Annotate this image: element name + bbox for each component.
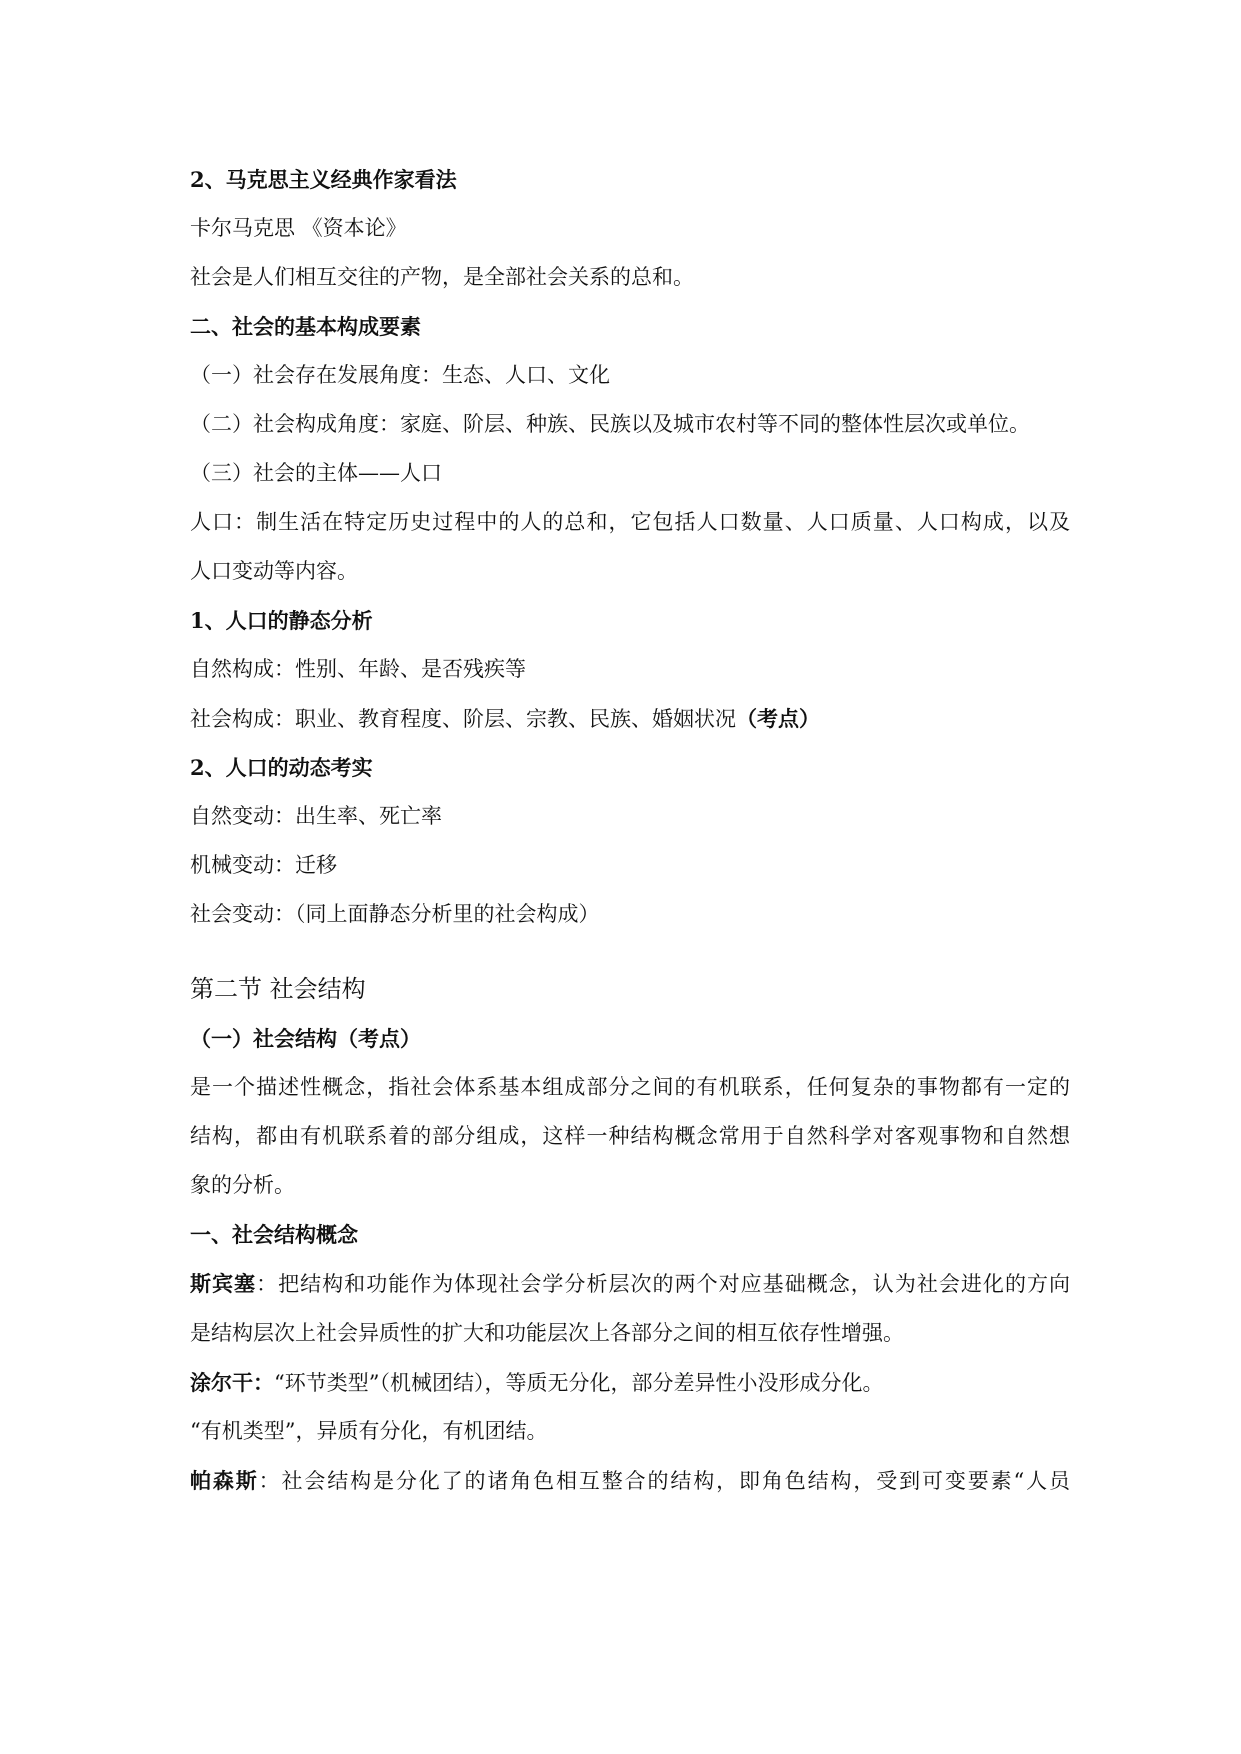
section-title-social-structure: 第二节 社会结构: [190, 975, 366, 1003]
heading-basic-elements: 二、社会的基本构成要素: [190, 314, 421, 339]
element-item-2: （二）社会构成角度：家庭、阶层、种族、民族以及城市农村等不同的整体性层次或单位。: [190, 412, 1030, 436]
social-composition-text: 社会构成：职业、教育程度、阶层、宗教、民族、婚姻状况: [190, 707, 736, 731]
structure-paragraph-line-2: 结构，都由有机联系着的部分组成，这样一种结构概念常用于自然科学对客观事物和自然想: [190, 1124, 1070, 1148]
durkheim-line-2: “有机类型”，异质有分化，有机团结。: [190, 1419, 548, 1443]
durkheim-text-1: “环节类型”（机械团结），等质无分化，部分差异性小没形成分化。: [274, 1371, 884, 1395]
social-change: 社会变动：（同上面静态分析里的社会构成）: [190, 902, 600, 926]
parsons-name: 帕森斯: [190, 1468, 259, 1493]
natural-composition: 自然构成：性别、年龄、是否残疾等: [190, 657, 526, 681]
social-composition: [190, 694, 1070, 743]
mechanical-change: 机械变动：迁移: [190, 853, 337, 877]
heading-dynamic-analysis: 2、人口的动态考实: [190, 755, 373, 780]
parsons-text-1: ：社会结构是分化了的诸角色相互整合的结构，即角色结构，受到可变要素“人员: [258, 1469, 1071, 1493]
spencer-line-1: [190, 1259, 1070, 1309]
element-item-1: （一）社会存在发展角度：生态、人口、文化: [190, 363, 610, 387]
heading-social-structure: （一）社会结构（考点）: [190, 1026, 421, 1051]
structure-paragraph-line-1: 是一个描述性概念，指社会体系基本组成部分之间的有机联系，任何复杂的事物都有一定的: [190, 1075, 1070, 1099]
structure-paragraph-line-3: 象的分析。: [190, 1173, 295, 1197]
spencer-text-1: ：把结构和功能作为体现社会学分析层次的两个对应基础概念，认为社会进化的方向: [256, 1272, 1070, 1296]
heading-structure-concept: 一、社会结构概念: [190, 1222, 358, 1247]
spencer-name: 斯宾塞: [190, 1271, 257, 1296]
heading-marxist-view: 2、马克思主义经典作家看法: [190, 167, 457, 192]
natural-change: 自然变动：出生率、死亡率: [190, 804, 442, 828]
heading-static-analysis: 1、人口的静态分析: [190, 608, 373, 633]
marx-author-line: 卡尔马克思 《资本论》: [190, 216, 407, 240]
marx-definition: 社会是人们相互交往的产物，是全部社会关系的总和。: [190, 265, 694, 289]
exam-point-tag: （考点）: [736, 706, 820, 731]
population-definition-line-2: 人口变动等内容。: [190, 559, 358, 583]
parsons-line-1: [190, 1456, 1070, 1506]
durkheim-name: 涂尔干：: [190, 1370, 274, 1395]
spencer-line-2: 是结构层次上社会异质性的扩大和功能层次上各部分之间的相互依存性增强。: [190, 1321, 904, 1345]
document-body: [190, 155, 1070, 1506]
element-item-3: （三）社会的主体——人口: [190, 461, 442, 485]
durkheim-line-1: [190, 1358, 1070, 1407]
population-definition-line-1: 人口：制生活在特定历史过程中的人的总和，它包括人口数量、人口质量、人口构成，以及: [190, 510, 1070, 534]
